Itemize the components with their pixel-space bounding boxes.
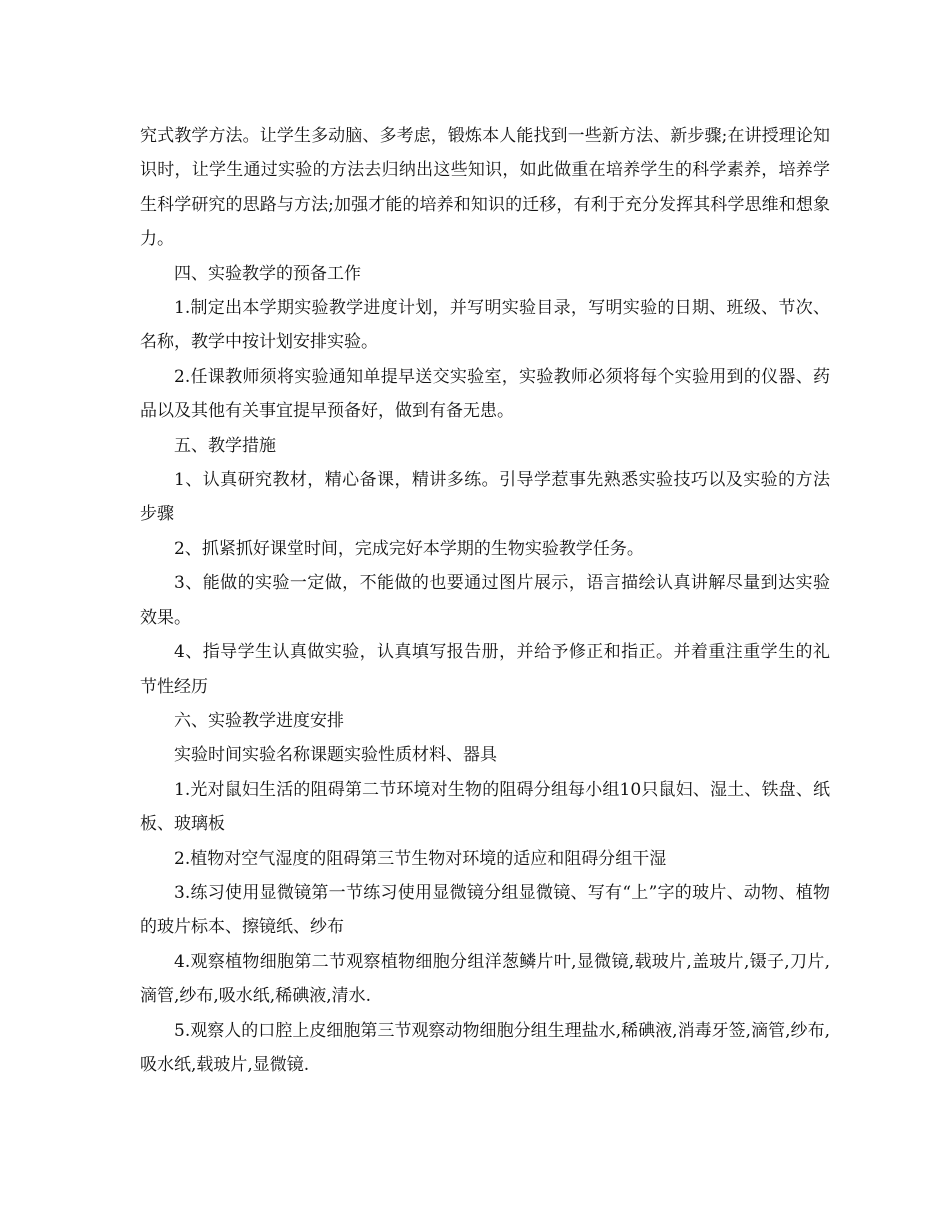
section-heading-5: 五、教学措施 (174, 435, 276, 456)
schedule-item-1: 1.光对鼠妇生活的阻碍第二节环境对生物的阻碍分组每小组10只鼠妇、湿土、铁盘、纸板、玻璃板 (140, 779, 830, 835)
document-body (140, 119, 830, 1082)
paragraph-intro-continuation: 究式教学方法。让学生多动脑、多考虑，锻炼本人能找到一些新方法、新步骤;在讲授理论知识时，让学生通过实验的方法去归纳出这些知识，如此做重在培养学生的科学素养，培养学生科学研究的思路与方法;加强才能的培养和知识的迁移，有利于充分发挥其科学思维和想象力。 (140, 126, 830, 250)
paragraph-5-4: 4、指导学生认真做实验，认真填写报告册，并给予修正和指正。并着重注重学生的礼节性经历 (140, 642, 830, 697)
section-heading-6: 六、实验教学进度安排 (174, 710, 344, 731)
schedule-item-3: 3.练习使用显微镜第一节练习使用显微镜分组显微镜、写有“上”字的玻片、动物、植物的玻片标本、擦镜纸、纱布 (140, 882, 830, 938)
paragraph-5-1: 1、认真研究教材，精心备课，精讲多练。引导学惹事先熟悉实验技巧以及实验的方法步骤 (140, 470, 830, 525)
schedule-item-2: 2.植物对空气湿度的阻碍第三节生物对环境的适应和阻碍分组干湿 (174, 848, 667, 869)
section-heading-4: 四、实验教学的预备工作 (174, 263, 361, 284)
schedule-item-5: 5.观察人的口腔上皮细胞第三节观察动物细胞分组生理盐水,稀碘液,消毒牙签,滴管,纱布,吸水纸,载玻片,显微镜. (140, 1020, 830, 1075)
schedule-item-4: 4.观察植物细胞第二节观察植物细胞分组洋葱鳞片叶,显微镜,载玻片,盖玻片,镊子,刀片,滴管,纱布,吸水纸,稀碘液,清水. (140, 951, 830, 1007)
paragraph-4-2: 2.任课教师须将实验通知单提早送交实验室，实验教师必须将每个实验用到的仪器、药品以及其他有关事宜提早预备好，做到有备无患。 (140, 366, 830, 422)
paragraph-5-2: 2、抓紧抓好课堂时间，完成完好本学期的生物实验教学任务。 (174, 538, 644, 559)
paragraph-5-3: 3、能做的实验一定做，不能做的也要通过图片展示，语言描绘认真讲解尽量到达实验效果。 (140, 573, 830, 628)
paragraph-4-1: 1.制定出本学期实验教学进度计划，并写明实验目录，写明实验的日期、班级、节次、名称，教学中按计划安排实验。 (140, 298, 830, 353)
schedule-header-line: 实验时间实验名称课题实验性质材料、器具 (174, 745, 497, 766)
